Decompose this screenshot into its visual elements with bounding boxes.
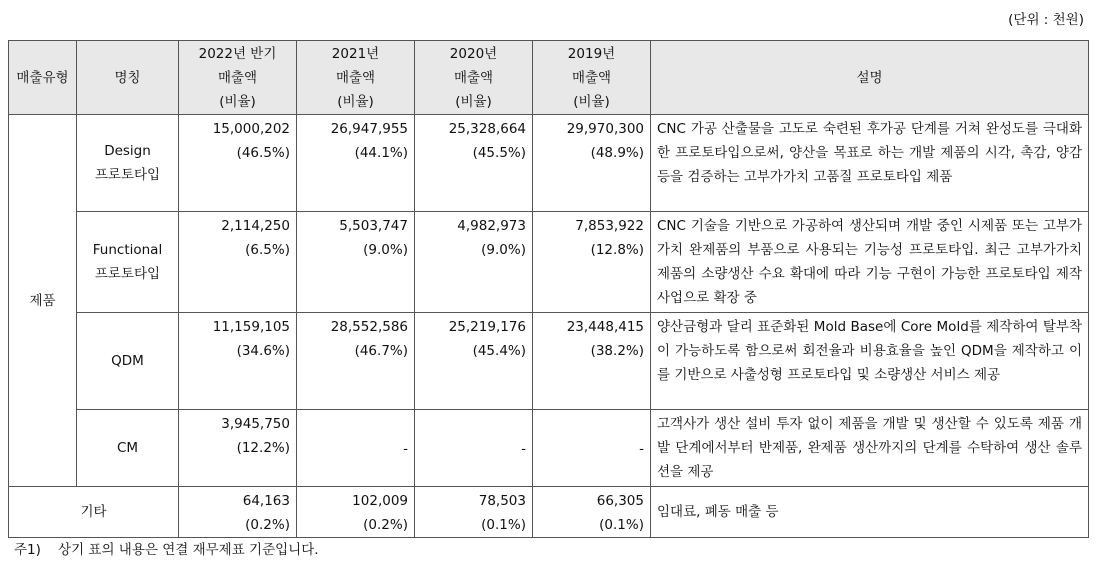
- cell-2022: [179, 487, 297, 538]
- cell-2020: [415, 487, 533, 538]
- header-2020-line-1: 2020년: [449, 45, 498, 62]
- cell-2021: -: [297, 410, 415, 487]
- cell-2022: [179, 313, 297, 410]
- ratio: (38.2%): [590, 343, 644, 359]
- ratio: (9.0%): [363, 242, 408, 258]
- value: 26,947,955: [330, 121, 408, 137]
- value: 66,305: [596, 493, 644, 509]
- header-2020-line-3: (비율): [455, 93, 492, 110]
- group-label: 제품: [9, 115, 77, 487]
- value: 4,982,973: [457, 218, 526, 234]
- value: 28,552,586: [330, 319, 408, 335]
- value: 23,448,415: [566, 319, 644, 335]
- value: 25,328,664: [448, 121, 526, 137]
- row-name-line-2: 프로토타입: [94, 266, 161, 282]
- ratio: (0.1%): [599, 517, 644, 533]
- row-name-line-1: Functional: [92, 242, 163, 258]
- ratio: (34.6%): [236, 343, 290, 359]
- header-row: [9, 41, 1089, 115]
- row-name: [77, 212, 179, 313]
- cell-2019: [533, 313, 651, 410]
- cell-2020: [415, 212, 533, 313]
- ratio: (12.2%): [236, 440, 290, 456]
- cell-2021: [297, 115, 415, 212]
- row-description: CNC 기술을 기반으로 가공하여 생산되며 개발 중인 시제품 또는 고부가가치 완제품의 부품으로 사용되는 기능성 프로토타입. 최근 고부가가치 제품의 소량생산 수요 확대에 따라 기능 구현이 가능한 프로토타입 제작 사업으로 확장 중: [651, 212, 1089, 313]
- cell-2019: [533, 115, 651, 212]
- value: 7,853,922: [575, 218, 644, 234]
- value: 64,163: [242, 493, 290, 509]
- cell-2021: [297, 313, 415, 410]
- header-2019-line-3: (비율): [573, 93, 610, 110]
- header-2021-line-2: 매출액: [335, 69, 376, 86]
- unit-label: (단위 : 천원): [1008, 12, 1084, 28]
- header-2022: [179, 41, 297, 115]
- row-description: 고객사가 생산 설비 투자 없이 제품을 개발 및 생산할 수 있도록 제품 개발 단계에서부터 반제품, 완제품 생산까지의 단계를 수탁하여 생산 솔루션을 제공: [651, 410, 1089, 487]
- row-description: 양산금형과 달리 표준화된 Mold Base에 Core Mold를 제작하여 탈부착이 가능하도록 함으로써 회전율과 비용효율을 높인 QDM을 제작하고 이를 기반으로 사출성형 프로토타입 및 소량생산 서비스 제공: [651, 313, 1089, 410]
- header-name: 명칭: [77, 41, 179, 115]
- cell-2019: [533, 212, 651, 313]
- value: 11,159,105: [212, 319, 290, 335]
- cell-2019: [533, 487, 651, 538]
- header-desc: 설명: [651, 41, 1089, 115]
- header-2020-line-2: 매출액: [453, 69, 494, 86]
- ratio: (9.0%): [481, 242, 526, 258]
- value: 15,000,202: [212, 121, 290, 137]
- table-row: [9, 115, 1089, 212]
- cell-2020: -: [415, 410, 533, 487]
- value: 2,114,250: [221, 218, 290, 234]
- cell-2019: -: [533, 410, 651, 487]
- cell-2021: [297, 487, 415, 538]
- value: 29,970,300: [566, 121, 644, 137]
- ratio: (48.9%): [590, 145, 644, 161]
- row-name-line-1: Design: [104, 143, 151, 159]
- cell-2022: [179, 115, 297, 212]
- header-2019-line-1: 2019년: [567, 45, 616, 62]
- cell-2021: [297, 212, 415, 313]
- header-type: 매출유형: [9, 41, 77, 115]
- header-2022-line-3: (비율): [219, 93, 256, 110]
- ratio: (46.5%): [236, 145, 290, 161]
- ratio: (45.5%): [472, 145, 526, 161]
- row-name: CM: [77, 410, 179, 487]
- ratio: (44.1%): [354, 145, 408, 161]
- row-name-line-2: 프로토타입: [94, 167, 161, 183]
- ratio: (0.2%): [363, 517, 408, 533]
- header-2022-line-1: 2022년 반기: [198, 45, 277, 62]
- table-row: [9, 487, 1089, 538]
- sales-table: [8, 40, 1089, 538]
- header-2019: [533, 41, 651, 115]
- header-2021-line-1: 2021년: [331, 45, 380, 62]
- header-2021-line-3: (비율): [337, 93, 374, 110]
- ratio: (45.4%): [472, 343, 526, 359]
- value: 3,945,750: [221, 416, 290, 432]
- cell-2020: [415, 313, 533, 410]
- value: 78,503: [478, 493, 526, 509]
- ratio: (12.8%): [590, 242, 644, 258]
- cell-2020: [415, 115, 533, 212]
- row-name: QDM: [77, 313, 179, 410]
- ratio: (6.5%): [245, 242, 290, 258]
- table-row: [9, 313, 1089, 410]
- row-description: 임대료, 폐동 매출 등: [651, 487, 1089, 538]
- value: 5,503,747: [339, 218, 408, 234]
- header-2022-line-2: 매출액: [217, 69, 258, 86]
- ratio: (0.2%): [245, 517, 290, 533]
- row-description: CNC 가공 산출물을 고도로 숙련된 후가공 단계를 거쳐 완성도를 극대화한 프로토타입으로써, 양산을 목표로 하는 개발 제품의 시각, 촉감, 양감 등을 검증하는 고부가가치 고품질 프로토타입 제품: [651, 115, 1089, 212]
- footnote: 주1) 상기 표의 내용은 연결 재무제표 기준입니다.: [14, 542, 319, 558]
- value: 102,009: [352, 493, 408, 509]
- value: 25,219,176: [448, 319, 526, 335]
- header-2021: [297, 41, 415, 115]
- header-2019-line-2: 매출액: [571, 69, 612, 86]
- table-row: [9, 410, 1089, 487]
- cell-2022: [179, 410, 297, 487]
- header-2020: [415, 41, 533, 115]
- ratio: (0.1%): [481, 517, 526, 533]
- other-label: 기타: [9, 487, 179, 538]
- ratio: (46.7%): [354, 343, 408, 359]
- row-name: [77, 115, 179, 212]
- table-row: [9, 212, 1089, 313]
- cell-2022: [179, 212, 297, 313]
